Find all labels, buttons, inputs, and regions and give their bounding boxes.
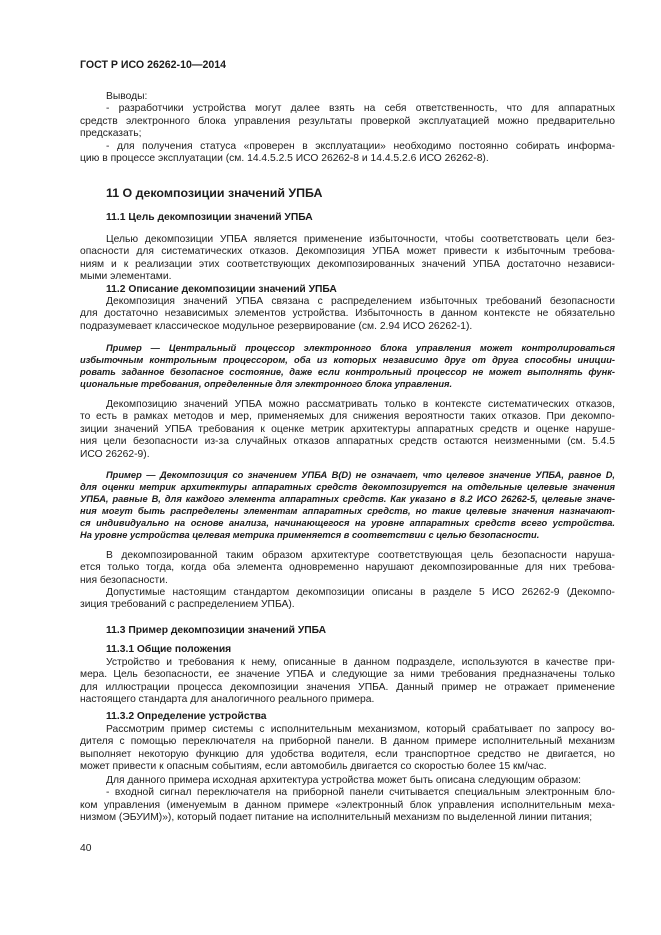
- text-line: Рассмотрим пример системы с исполнительным механизмом, который срабатывает по запросу во-: [106, 724, 615, 735]
- text-line: Пример — Декомпозиция со значением УПБА B(D) не означает, что целевое значение УПБА, равное D,: [106, 470, 615, 480]
- text-line: ниям и к реализации этих соответствующих декомпозированных значений УПБА достаточно независи-: [80, 258, 615, 270]
- text-line: ровать заданное безопасное состояние, даже если контрольный процессор не может выполнять функ-: [80, 367, 615, 377]
- text-line: На уровне устройства целевая метрика применяется в соответствии с целью безопасности.: [80, 530, 540, 540]
- text-line: - входной сигнал переключателя на приборной панели считывается специальным электронным бло-: [106, 787, 615, 799]
- text-line: предсказать;: [80, 128, 142, 140]
- text-line: избыточным контрольным процессором, оба из которых независимо друг от друга способны иниции-: [80, 355, 615, 365]
- text-line: Устройство и требования к нему, описанные в данном подразделе, используются в качестве при-: [106, 657, 615, 668]
- document-code-header: ГОСТ Р ИСО 26262-10—2014: [80, 59, 227, 71]
- text-line: подразумевает классическое модульное резервирование (см. 2.94 ИСО 26262-1).: [80, 320, 473, 332]
- text-line: цию в процессе эксплуатации (см. 14.4.5.2.5 ИСО 26262-8 и 14.4.5.2.6 ИСО 26262-8).: [80, 152, 489, 164]
- section-11-2-paragraph-1: [80, 296, 615, 333]
- text-line: средств электронного блока управления результаты проверкой эксплуатацией можно предварительно: [80, 115, 615, 127]
- text-line: В декомпозированной таким образом архитектуре соответствующая цель безопасности наруша-: [106, 550, 615, 561]
- text-line: ния безопасности.: [80, 574, 168, 586]
- text-line: ния могут быть распределены элементам аппаратных средств, но такие целевые значения назначают-: [80, 506, 615, 516]
- text-line: для оценки метрик архитектуры аппаратных средств декомпозируется на отдельные целевые значения: [80, 482, 615, 492]
- example-2-note: [80, 469, 615, 541]
- text-line: Пример — Центральный процессор электронного блока управления может контролироваться: [106, 343, 615, 353]
- text-line: дителя с помощью переключателя на приборной панели. В данном примере исполнительный механизм: [80, 736, 615, 748]
- text-line: ся индивидуально на основе анализа, начинающегося на уровне аппаратных средств всего устройства.: [80, 518, 615, 528]
- text-line: Допустимые настоящим стандартом декомпозиции описаны в разделе 5 ИСО 26262-9 (Декомпо-: [106, 587, 615, 598]
- text-line: УПБА, равные B, для каждого элемента аппаратных средств. Как указано в 8.2 ИСО 26262-5, целевые значе-: [80, 494, 615, 504]
- text-line: для иллюстрации процесса декомпозиции значения УПБА. Данный пример не отражает применение: [80, 681, 615, 693]
- text-line: ком управления (именуемым в данном примере «электронный блок управления исполнительным меха-: [80, 799, 615, 811]
- text-line: ния цели безопасности из-за случайных отказов аппаратных средств остаются неизменными (см. 5.4.5: [80, 436, 615, 448]
- text-line: выполняет некоторую функцию для удобства водителя, если транспортное средство не двигается, но: [80, 748, 615, 760]
- example-1-note: [80, 342, 615, 390]
- text-line: Декомпозиция значений УПБА связана с распределением избыточных требований безопасности: [106, 296, 615, 307]
- text-line: опасности для систематических отказов. Декомпозиция УПБА может привести к избыточным требова-: [80, 246, 615, 258]
- section-11-2-heading: 11.2 Описание декомпозиции значений УПБА: [106, 283, 337, 295]
- text-line: Декомпозицию значений УПБА можно рассматривать только в контексте систематических отказов,: [106, 399, 615, 410]
- section-11-2-paragraph-3: [80, 550, 615, 587]
- conclusions-block: [80, 91, 615, 165]
- text-line: низмом (ЭБУИМ)»), который подает питание на исполнительный механизм по выделенной линии питания;: [80, 812, 593, 824]
- text-line: ИСО 26262-9).: [80, 448, 150, 460]
- text-line: может привести к опасным событиям, если автомобиль двигается со скоростью более 15 км/час.: [80, 761, 547, 773]
- text-line: циональные требования, определенные для электронного блока управления.: [80, 379, 453, 389]
- section-11-2-paragraph-4: [80, 587, 615, 612]
- section-11-1-paragraph: [80, 234, 615, 284]
- text-line: - разработчики устройства могут далее взять на себя ответственность, что для аппаратных: [106, 103, 615, 115]
- text-line: мыми элементами.: [80, 271, 172, 283]
- section-11-heading: 11 О декомпозиции значений УПБА: [106, 185, 323, 200]
- section-11-3-2-paragraph-2: [80, 775, 615, 825]
- section-11-2-paragraph-2: [80, 399, 615, 461]
- section-11-3-2-heading: 11.3.2 Определение устройства: [106, 711, 267, 722]
- text-line: Для данного примера исходная архитектура устройства может быть описана следующим образом:: [106, 775, 582, 786]
- text-line: то есть в рамках методов и мер, применяемых для снижения вероятности таких отказов. При декомпо-: [80, 411, 615, 423]
- text-line: настоящего стандарта для аналогичного реального примера.: [80, 694, 375, 706]
- text-line: зиция требований с распределением УПБА).: [80, 599, 295, 611]
- text-line: мера. Цель безопасности, ее значение УПБА и следующие за ними требования предназначены только: [80, 669, 615, 681]
- text-line: зиции значений УПБА требования к оценке метрик архитектуры аппаратных средств и оценке наруше-: [80, 423, 615, 435]
- section-11-1-heading: 11.1 Цель декомпозиции значений УПБА: [106, 211, 313, 223]
- text-line: - для получения статуса «проверен в эксплуатации» необходимо постоянно собирать информа-: [106, 140, 615, 152]
- text-line: ется только тогда, когда оба элемента одновременно нарушают декомпозированные для них требова-: [80, 562, 615, 574]
- section-11-3-1-heading: 11.3.1 Общие положения: [106, 644, 232, 655]
- text-line: Целью декомпозиции УПБА является применение избыточности, чтобы соответствовать цели без-: [106, 234, 615, 245]
- page-number: 40: [80, 843, 92, 854]
- text-line: Выводы:: [106, 91, 148, 102]
- text-line: для достаточно независимых элементов устройства. Избыточность в данном контексте не обязательно: [80, 308, 615, 320]
- section-11-3-1-paragraph: [80, 657, 615, 707]
- section-11-3-2-paragraph-1: [80, 724, 615, 774]
- section-11-3-heading: 11.3 Пример декомпозиции значений УПБА: [106, 625, 327, 636]
